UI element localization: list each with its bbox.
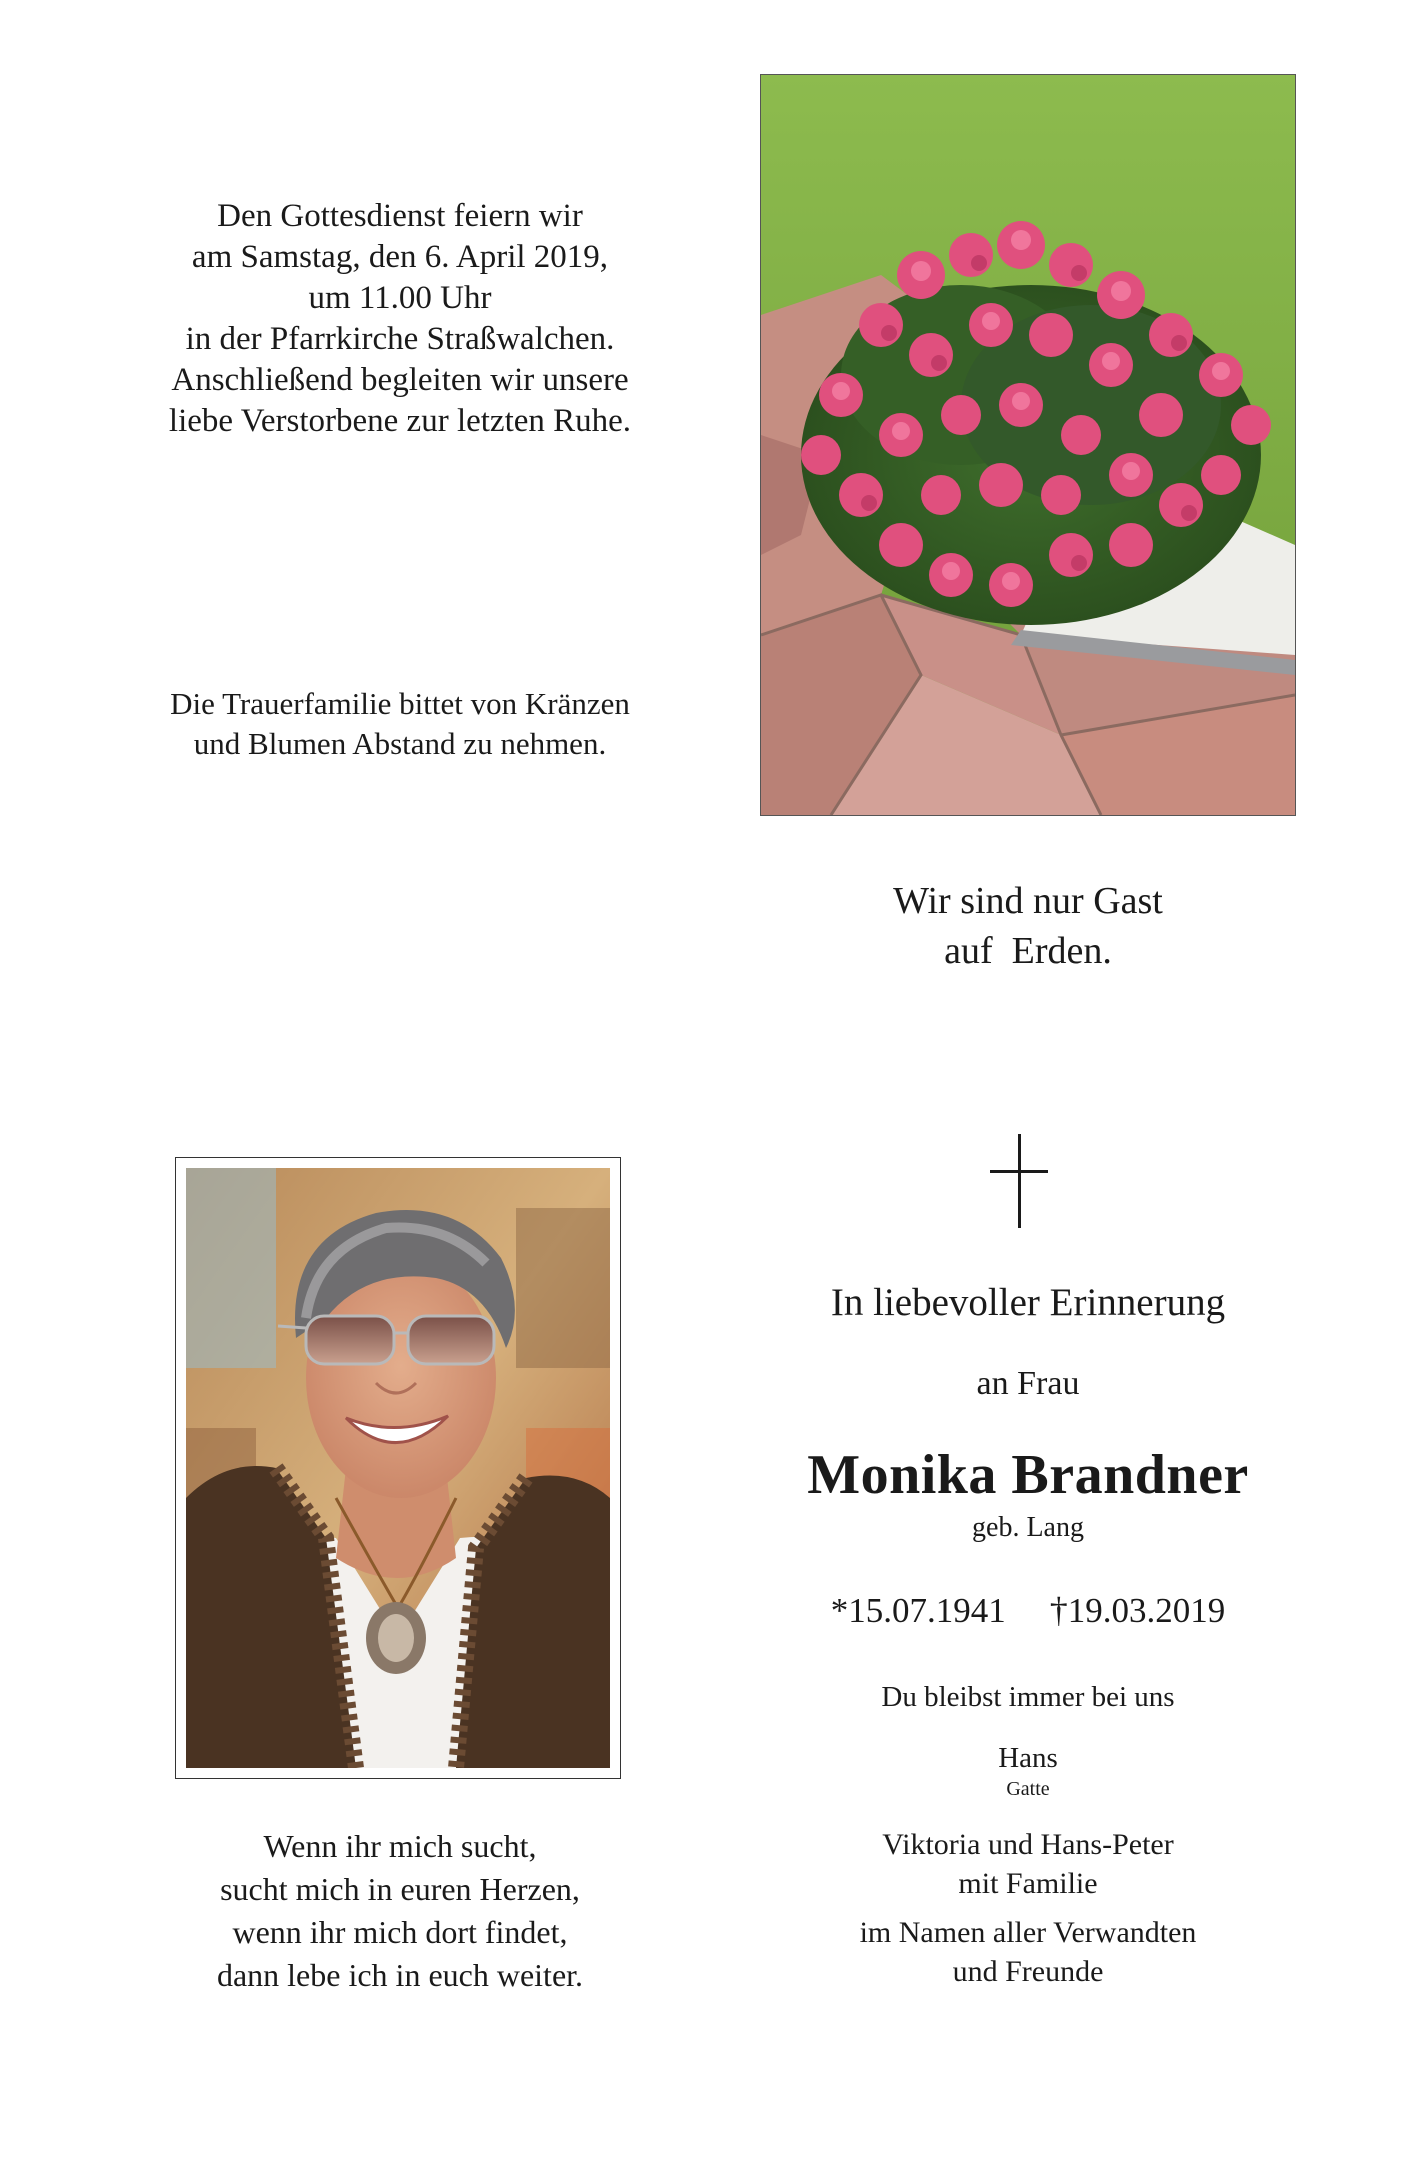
poem-line: dann lebe ich in euch weiter. (216, 1957, 584, 1993)
family-line: mit Familie (958, 1867, 1098, 1900)
poem-line: wenn ihr mich dort findet, (232, 1914, 568, 1950)
wreaths-line: und Blumen Abstand zu nehmen. (193, 726, 607, 761)
dagger-icon: † (1049, 1590, 1068, 1630)
birth-date: *15.07.1941 (830, 1591, 1006, 1630)
relatives-line: und Freunde (952, 1955, 1104, 1988)
memory-heading: In liebevoller Erinnerung (830, 1281, 1226, 1324)
cross-vertical (1018, 1134, 1021, 1228)
husband-role: Gatte (1006, 1778, 1050, 1800)
motto (760, 876, 1296, 976)
poem-line: sucht mich in euren Herzen, (220, 1871, 580, 1907)
relatives-note (760, 1913, 1296, 1991)
service-announcement (120, 196, 680, 442)
relatives-line: im Namen aller Verwandten (859, 1916, 1197, 1949)
service-line: in der Pfarrkirche Straßwalchen. (185, 321, 615, 357)
farewell-text: Du bleibst immer bei uns (881, 1681, 1175, 1713)
service-line: am Samstag, den 6. April 2019, (191, 239, 609, 275)
portrait-frame (175, 1157, 621, 1779)
motto-line: auf Erden. (944, 930, 1112, 972)
family-names (760, 1825, 1296, 1903)
wreaths-request (120, 684, 680, 764)
poem-line: Wenn ihr mich sucht, (263, 1828, 537, 1864)
portrait-photo (186, 1168, 610, 1768)
deceased-name: Monika Brandner (807, 1444, 1249, 1506)
death-date: 19.03.2019 (1067, 1591, 1226, 1630)
husband-name: Hans (998, 1742, 1058, 1774)
salutation: an Frau (976, 1365, 1080, 1402)
maiden-name: geb. Lang (972, 1512, 1084, 1543)
cross-icon (990, 1134, 1050, 1230)
motto-line: Wir sind nur Gast (893, 880, 1163, 922)
poem (120, 1825, 680, 1997)
service-line: Anschließend begleiten wir unsere (171, 362, 629, 398)
service-line: um 11.00 Uhr (308, 280, 492, 316)
family-line: Viktoria und Hans-Peter (882, 1828, 1174, 1861)
flower-photo (760, 74, 1296, 816)
service-line: liebe Verstorbene zur letzten Ruhe. (168, 403, 632, 439)
cross-horizontal (990, 1170, 1048, 1173)
service-line: Den Gottesdienst feiern wir (217, 198, 583, 234)
wreaths-line: Die Trauerfamilie bittet von Kränzen (170, 686, 630, 721)
life-dates (760, 1588, 1296, 1633)
